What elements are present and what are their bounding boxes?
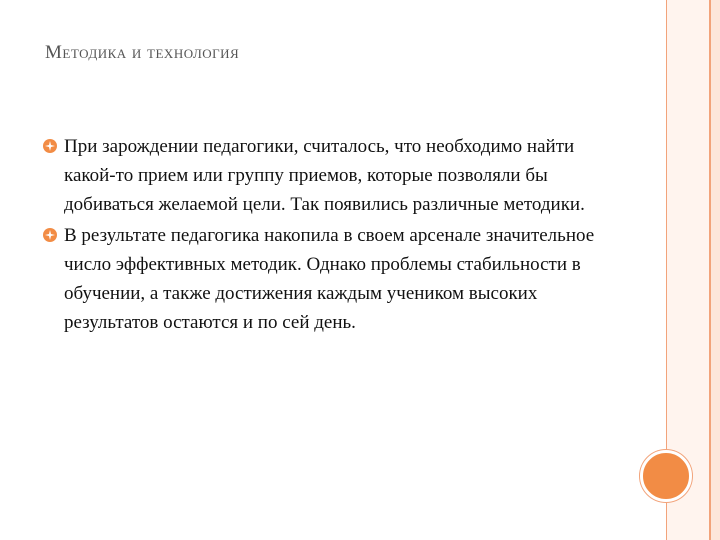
bullet-item: [42, 132, 622, 219]
flower-bullet-icon: [43, 139, 57, 153]
flower-bullet-icon: [43, 228, 57, 242]
bullet-text: В результате педагогика накопила в своем арсенале значительное число эффективных методик. Однако проблемы стабильности в обучении, а также достижения каждым учеником высоких результатов остаются и по сей день.: [64, 225, 595, 333]
bullet-item: [42, 221, 622, 337]
decorative-circle-icon: [640, 450, 692, 502]
decorative-frame-outer-line: [709, 0, 711, 540]
decorative-frame-edge: [711, 0, 720, 540]
slide-title: Методика и технология: [45, 42, 240, 63]
bullet-text: При зарождении педагогики, считалось, что необходимо найти какой-то прием или группу приемов, которые позволяли бы добиваться желаемой цели. Так появились различные методики.: [64, 136, 585, 215]
bullet-list: [42, 132, 622, 339]
